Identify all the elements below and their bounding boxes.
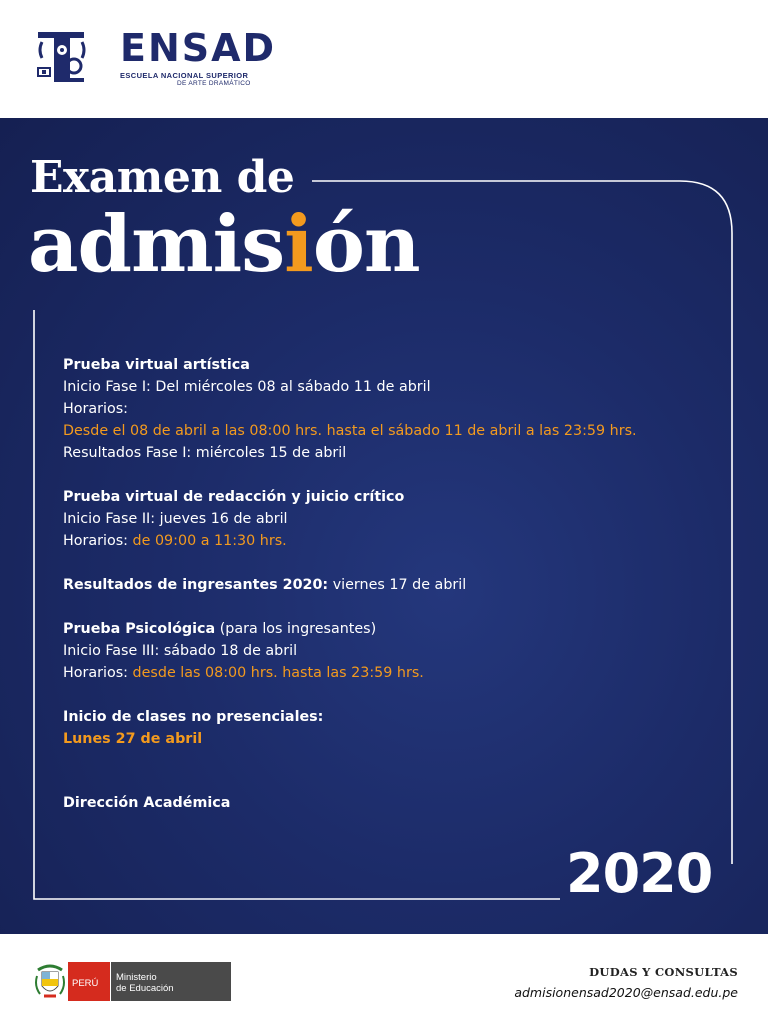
ensad-mask-emblem-icon (36, 30, 112, 84)
schedule-highlight: Desde el 08 de abril a las 08:00 hrs. hasta el sábado 11 de abril a las 23:59 hrs. (63, 423, 637, 439)
classes-start-date: Lunes 27 de abril (63, 731, 203, 747)
header (0, 0, 768, 118)
logo-subtitle-line1: ESCUELA NACIONAL SUPERIOR (120, 71, 249, 80)
footer (0, 934, 768, 1031)
schedule-line: Resultados Fase I: miércoles 15 de abril (63, 445, 347, 461)
logo-wordmark: ENSAD (120, 26, 277, 70)
title-accent-letter: i (284, 199, 313, 290)
ensad-logo (36, 26, 277, 90)
ministry-label: Ministerio de Educación (116, 972, 174, 994)
schedule-line: Horarios: desde las 08:00 hrs. hasta las 23:59 hrs. (63, 665, 424, 681)
results-line: Resultados de ingresantes 2020: viernes 17 de abril (63, 577, 467, 593)
section-heading: Inicio de clases no presenciales: (63, 709, 324, 725)
title-line-1: Examen de (30, 152, 295, 203)
peru-coat-of-arms-icon (34, 964, 66, 1000)
section-heading: Prueba virtual de redacción y juicio crítico (63, 489, 405, 505)
contact-email-link[interactable]: admisionensad2020@ensad.edu.pe (514, 985, 738, 1000)
schedule-line: Inicio Fase II: jueves 16 de abril (63, 511, 288, 527)
admission-panel (0, 118, 768, 934)
contact-title: DUDAS Y CONSULTAS (589, 965, 738, 979)
signature: Dirección Académica (63, 795, 231, 811)
peru-label: PERÚ (72, 978, 99, 989)
section-heading: Prueba Psicológica (para los ingresantes) (63, 621, 377, 637)
schedule-line: Horarios: de 09:00 a 11:30 hrs. (63, 533, 287, 549)
schedule-line: Inicio Fase I: Del miércoles 08 al sábado 11 de abril (63, 379, 431, 395)
schedule-highlight: de 09:00 a 11:30 hrs. (132, 533, 287, 549)
title-line-2: admisión (28, 199, 420, 290)
schedule-content (63, 354, 703, 814)
schedule-line: Horarios: (63, 401, 128, 417)
year-label: 2020 (566, 842, 713, 905)
section-heading: Prueba virtual artística (63, 357, 250, 373)
schedule-line: Inicio Fase III: sábado 18 de abril (63, 643, 298, 659)
schedule-highlight: desde las 08:00 hrs. hasta las 23:59 hrs. (132, 665, 424, 681)
logo-subtitle-line2: DE ARTE DRAMÁTICO (177, 80, 251, 87)
